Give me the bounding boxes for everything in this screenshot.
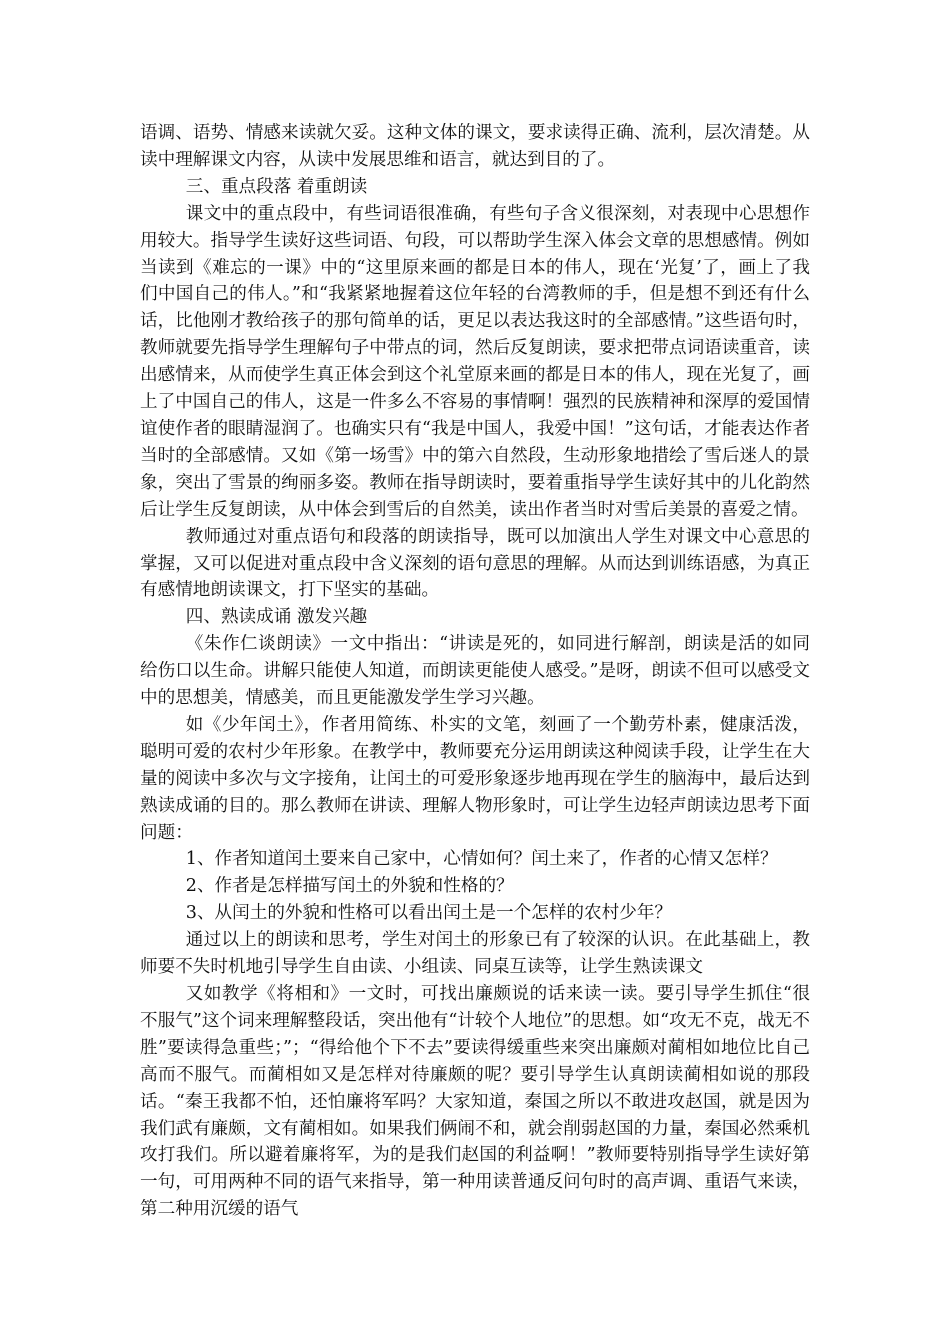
paragraph-key-sections-summary: 教师通过对重点语句和段落的朗读指导，既可以加演出人学生对课文中心意思的掌握，又可以促进对重点段中含义深刻的语句意思的理解。从而达到训练语感，为真正有感情地朗读课文，打下坚实的基础。 <box>140 526 810 601</box>
section-heading-4: 四、熟读成诵 激发兴趣 <box>185 607 368 628</box>
paragraph-key-sections: 课文中的重点段中，有些词语很准确，有些句子含义很深刻，对表现中心思想作用较大。指导学生读好这些词语、句段，可以帮助学生深入体会文章的思想感情。例如当读到《难忘的一课》中的“这里原来画的都是日本的伟人，现在‘光复’了，画上了我们中国自己的伟人。”和“我紧紧地握着这位年轻的台湾教师的手，但是想不到还有什么话，比他刚才教给孩子的那句简单的话，更足以表达我这时的全部感情。”这些语句时，教师就要先指导学生理解句子中带点的词，然后反复朗读，要求把带点词语读重音，读出感情来，从而使学生真正体会到这个礼堂原来画的都是日本的伟人，现在光复了，画上了中国自己的伟人，这是一件多么不容易的事情啊！强烈的民族精神和深厚的爱国情谊使作者的眼睛湿润了。也确实只有“我是中国人，我爱中国！”这句话，才能表达作者当时的全部感情。又如《第一场雪》中的第六自然段，生动形象地措绘了雪后迷人的景象，突出了雪景的绚丽多姿。教师在指导朗读时，要着重指导学生读好其中的儿化韵然后让学生反复朗读，从中体会到雪后的自然美，读出作者当时对雪后美景的喜爱之情。 <box>140 203 810 520</box>
paragraph-quote: 《朱作仁谈朗读》一文中指出：“讲读是死的，如同进行解剖，朗读是活的如同给伤口以生命。讲解只能使人知道，而朗读更能使人感受。”是呀，朗读不但可以感受文中的思想美，情感美，而且更能激发学生学习兴趣。 <box>140 634 810 709</box>
paragraph-after-questions: 通过以上的朗读和思考，学生对闰土的形象已有了较深的认识。在此基础上，教师要不失时机地引导学生自由读、小组读、同桌互读等，让学生熟读课文 <box>140 930 810 978</box>
question-3: 3、从闰土的外貌和性格可以看出闰土是一个怎样的农村少年？ <box>185 903 672 924</box>
paragraph-continuation: 语调、语势、情感来读就欠妥。这种文体的课文，要求读得正确、流利，层次清楚。从读中理解课文内容，从读中发展思维和语言，就达到目的了。 <box>140 123 810 170</box>
paragraph-jiangxianghe: 又如教学《将相和》一文时，可找出廉颇说的话来读一读。要引导学生抓住“很不服气”这个词来理解整段话，突出他有“计较个人地位”的思想。如“攻无不克，战无不胜”要读得急重些；”；“得给他个下不去”要读得缓重些来突出廉颇对蔺相如地位比自己高而不服气。而蔺相如又是怎样对待廉颇的呢？要引导学生认真朗读蔺相如说的那段话。“秦王我都不怕，还怕廉将军吗？大家知道，秦国之所以不敢进攻赵国，就是因为我们武有廉颇，文有蔺相如。如果我们俩闹不和，就会削弱赵国的力量，秦国必然乘机攻打我们。所以避着廉将军，为的是我们赵国的利益啊！”教师要特别指导学生读好第一句，可用两种不同的语气来指导，第一种用读普通反问句时的高声调、重语气来读，第二种用沉缓的语气 <box>140 984 810 1220</box>
section-heading-3: 三、重点段落 着重朗读 <box>185 176 368 197</box>
paragraph-runtu: 如《少年闰土》，作者用简练、朴实的文笔，刻画了一个勤劳朴素，健康活泼，聪明可爱的农村少年形象。在教学中，教师要充分运用朗读这种阅读手段，让学生在大量的阅读中多次与文字接角，让闰土的可爱形象逐步地再现在学生的脑海中，最后达到熟读成诵的目的。那么教师在讲读、理解人物形象时，可让学生边轻声朗读边思考下面问题： <box>140 714 810 843</box>
question-2: 2、作者是怎样描写闰土的外貌和性格的？ <box>185 876 514 897</box>
document-body <box>140 120 810 1223</box>
question-1: 1、作者知道闰土要来自己家中，心情如何？闰土来了，作者的心情又怎样？ <box>185 849 778 870</box>
